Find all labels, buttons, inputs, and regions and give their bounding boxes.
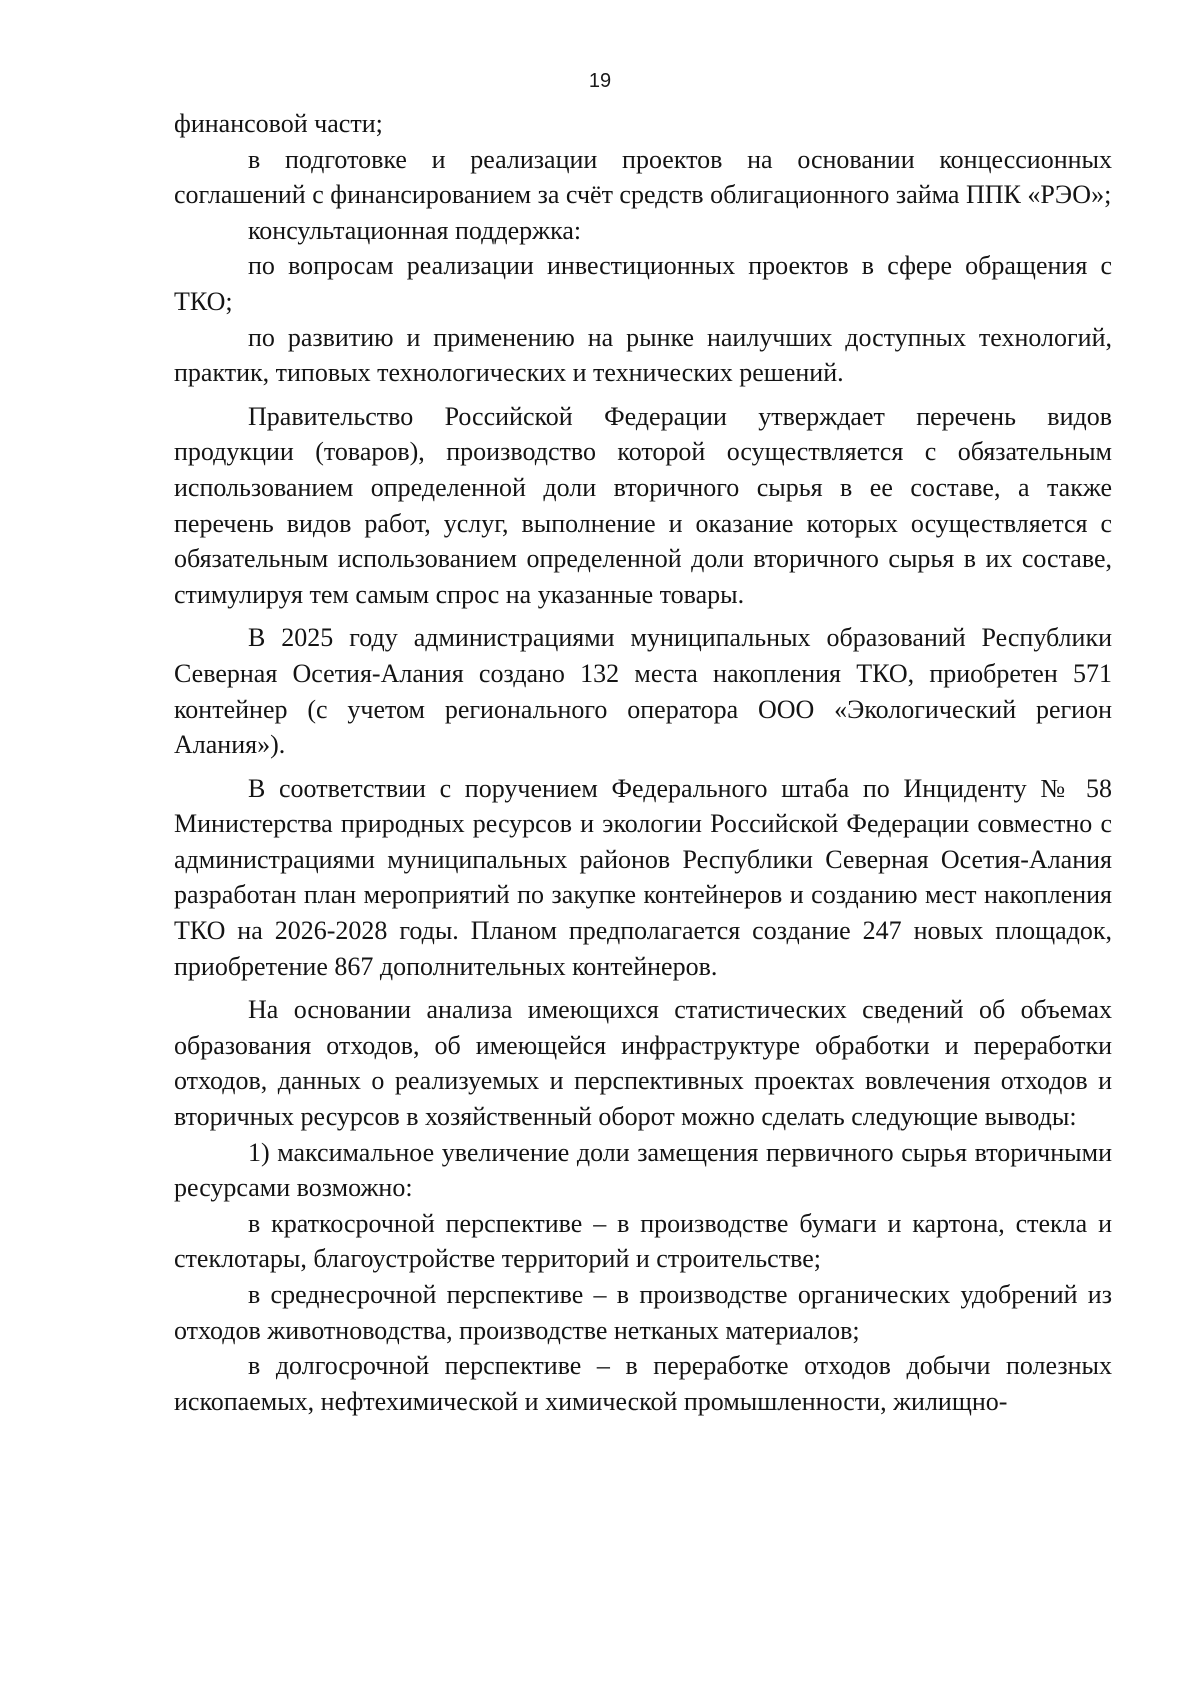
paragraph-2025-containers: В 2025 году администрациями муниципальных образований Республики Северная Осетия-Алания создано 132 места накопления ТКО, приобретен 571 контейнер (с учетом регионального оператора ООО «Экологический регион Алания»). bbox=[174, 623, 1112, 760]
paragraph-investment-projects: по вопросам реализации инвестиционных проектов в сфере обращения с ТКО; bbox=[174, 251, 1112, 316]
paragraph-medium-term: в среднесрочной перспективе – в производстве органических удобрений из отходов животноводства, производстве нетканых материалов; bbox=[174, 1280, 1112, 1345]
paragraph-long-term: в долгосрочной перспективе – в переработке отходов добычи полезных ископаемых, нефтехимической и химической промышленности, жилищно- bbox=[174, 1351, 1112, 1416]
page-number: 19 bbox=[588, 70, 612, 92]
paragraph-best-technologies: по развитию и применению на рынке наилучших доступных технологий, практик, типовых технологических и технических решений. bbox=[174, 322, 1112, 388]
paragraph-conclusion-1: 1) максимальное увеличение доли замещения первичного сырья вторичными ресурсами возможно: bbox=[174, 1137, 1112, 1203]
paragraph-consulting-support: консультационная поддержка: bbox=[248, 215, 582, 245]
paragraph-government-list: Правительство Российской Федерации утверждает перечень видов продукции (товаров), производство которой осуществляется с обязательным использованием определенной доли вторичного сырья в ее составе, а также перечень видов работ, услуг, выполнение и оказание которых осуществляется с обязательным использованием определенной доли вторичного сырья в их составе, стимулируя тем самым спрос на указанные товары. bbox=[174, 401, 1112, 609]
paragraph-financial-part: финансовой части; bbox=[174, 109, 383, 138]
paragraph-short-term: в краткосрочной перспективе – в производстве бумаги и картона, стекла и стеклотары, благоустройстве территорий и строительстве; bbox=[174, 1208, 1112, 1274]
paragraph-analysis-conclusions: На основании анализа имеющихся статистических сведений об объемах образования отходов, об имеющейся инфраструктуре обработки и переработки отходов, данных о реализуемых и перспективных проектах вовлечения отходов и вторичных ресурсов в хозяйственный оборот можно сделать следующие выводы: bbox=[174, 995, 1112, 1132]
paragraph-incident-58-plan: В соответствии с поручением Федерального штаба по Инциденту № 58 Министерства природных ресурсов и экологии Российской Федерации совместно с администрациями муниципальных районов Республики Северная Осетия-Алания разработан план мероприятий по закупке контейнеров и созданию мест накопления ТКО на 2026-2028 годы. Планом предполагается создание 247 новых площадок, приобретение 867 дополнительных контейнеров. bbox=[174, 773, 1112, 981]
document-body bbox=[174, 106, 1112, 1419]
paragraph-concession-projects: в подготовке и реализации проектов на основании концессионных соглашений с финансированием за счёт средств облигационного займа ППК «РЭО»; bbox=[174, 144, 1112, 210]
